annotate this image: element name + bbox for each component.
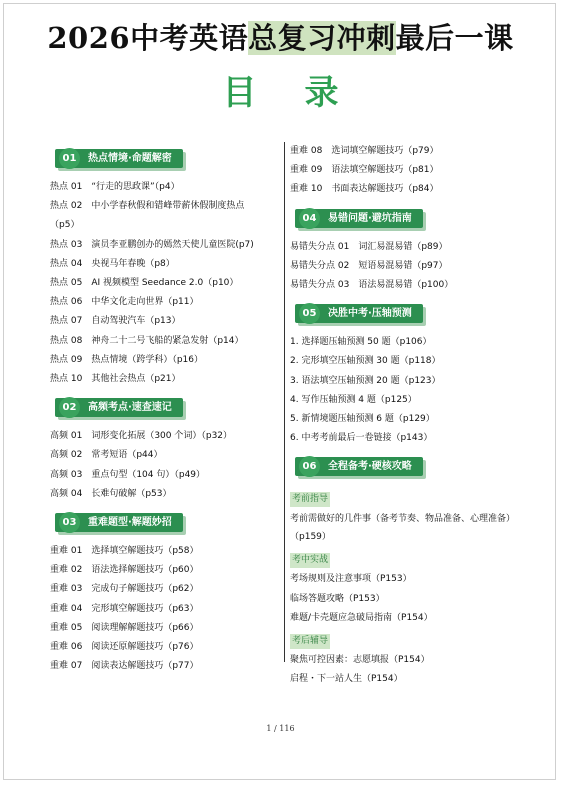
toc-entry[interactable]: 重难 02 语法选择解题技巧（p60） [50,565,199,576]
subsection-tag: 考前指导 [290,492,330,507]
toc-entry[interactable]: 重难 07 阅读表达解题技巧（p77） [50,661,199,672]
page-number: 1 / 116 [266,724,295,733]
exam-guide [290,486,535,689]
section-number-badge: 01 [59,148,80,169]
toc-entry[interactable]: 高频 01 词形变化拓展（300 个词）（p32） [50,431,233,442]
toc-entry[interactable]: 难题/卡壳题应急破局指南（P154） [290,612,433,623]
mistakes-list [290,238,535,296]
section-header-06[interactable] [290,454,535,480]
title-part2: 最后一课 [395,21,514,55]
toc-entry[interactable]: 重难 10 书面表达解题技巧（p84） [290,184,439,195]
section-header-01[interactable] [50,146,278,172]
toc-entry[interactable]: 热点 02 中小学春秋假和错峰带薪休假制度热点 [50,201,245,212]
toc-entry[interactable]: 重难 03 完成句子解题技巧（p62） [50,584,199,595]
title-highlight: 总复习冲刺 [248,21,396,55]
toc-entry[interactable]: 高频 02 常考短语（p44） [50,450,163,461]
section-title: 全程备考·硬核攻略 [328,461,412,473]
section-title: 易错问题·避坑指南 [328,212,412,224]
toc-entry[interactable]: 热点 03 演员李亚鹏创办的嫣然天使儿童医院(p7) [50,239,254,250]
toc-entry[interactable]: 热点 05 AI 视频模型 Seedance 2.0（p10） [50,278,239,289]
toc-entry[interactable]: 高频 04 长难句破解（p53） [50,488,172,499]
hot-topics-list [50,178,278,389]
subsection-tag: 考中实战 [290,553,330,568]
key-question-types-list [50,542,278,676]
section-header-05[interactable] [290,301,535,327]
toc-heading: 目录 [222,73,387,113]
toc-entry[interactable]: 热点 06 中华文化走向世界（p11） [50,297,199,308]
toc-entry[interactable]: 热点 08 神舟二十二号飞船的紧急发射（p14） [50,335,244,346]
high-frequency-list [50,427,278,504]
toc-entry[interactable]: 热点 01 “行走的思政课”（p4） [50,182,180,192]
toc-entry[interactable]: 6. 中考考前最后一卷链接（p143） [290,433,433,444]
toc-entry[interactable]: 重难 09 语法填空解题技巧（p81） [290,165,439,176]
toc-entry[interactable]: 易错失分点 03 语法易混易错（p100） [290,280,454,291]
section-header-02[interactable] [50,395,278,421]
section-header-03[interactable] [50,510,278,536]
toc-entry[interactable]: 热点 04 央视马年春晚（p8） [50,258,175,269]
toc-entry[interactable]: 2. 完形填空压轴预测 30 题（p118） [290,356,441,367]
title-part1: 2026中考英语 [47,21,249,55]
toc-entry[interactable]: 热点 10 其他社会热点（p21） [50,374,181,385]
section-header-04[interactable] [290,206,535,232]
section-number-badge: 05 [299,303,320,324]
toc-entry[interactable]: 考场规则及注意事项（P153） [290,574,412,585]
toc-entry[interactable]: 聚焦可控因素：志愿填报（P154） [290,655,430,666]
section-number-badge: 04 [299,208,320,229]
toc-entry[interactable]: 重难 04 完形填空解题技巧（p63） [50,603,199,614]
toc-entry[interactable]: 3. 语法填空压轴预测 20 题（p123） [290,375,441,386]
toc-left-column [50,140,278,676]
toc-entry[interactable]: 1. 选择题压轴预测 50 题（p106） [290,337,432,348]
section-title: 决胜中考·压轴预测 [328,308,412,320]
toc-entry[interactable]: 考前需做好的几件事（备考节奏、物品准备、心理准备）（p159） [290,514,516,543]
document-title [0,18,561,58]
section-title: 重难题型·解题妙招 [88,517,172,529]
toc-entry[interactable]: 临场答题攻略（P153） [290,593,385,604]
section-number-badge: 02 [59,397,80,418]
toc-entry-continuation[interactable]: （p5） [50,220,80,231]
section-number-badge: 06 [299,456,320,477]
key-question-types-continued [290,142,535,200]
toc-entry[interactable]: 重难 01 选择填空解题技巧（p58） [50,546,199,557]
prediction-list [290,333,535,448]
toc-entry[interactable]: 高频 03 重点句型（104 句）（p49） [50,469,206,480]
section-title: 高频考点·速查速记 [88,402,172,414]
toc-entry[interactable]: 重难 05 阅读理解解题技巧（p66） [50,622,199,633]
toc-entry[interactable]: 热点 07 自动驾驶汽车（p13） [50,316,181,327]
toc-entry[interactable]: 启程・下一站人生（P154） [290,674,403,685]
section-number-badge: 03 [59,512,80,533]
toc-entry[interactable]: 重难 06 阅读还原解题技巧（p76） [50,642,199,653]
toc-entry[interactable]: 易错失分点 02 短语易混易错（p97） [290,260,448,271]
toc-entry[interactable]: 重难 08 选词填空解题技巧（p79） [290,146,439,156]
toc-right-column [284,142,535,685]
toc-entry[interactable]: 5. 新情境题压轴预测 6 题（p129） [290,414,435,425]
section-title: 热点情境·命题解密 [88,153,172,164]
toc-entry[interactable]: 热点 09 热点情境（跨学科）（p16） [50,354,203,365]
toc-entry[interactable]: 4. 写作压轴预测 4 题（p125） [290,394,417,405]
subsection-tag: 考后辅导 [290,634,330,649]
toc-entry[interactable]: 易错失分点 01 词汇易混易错（p89） [290,241,448,252]
